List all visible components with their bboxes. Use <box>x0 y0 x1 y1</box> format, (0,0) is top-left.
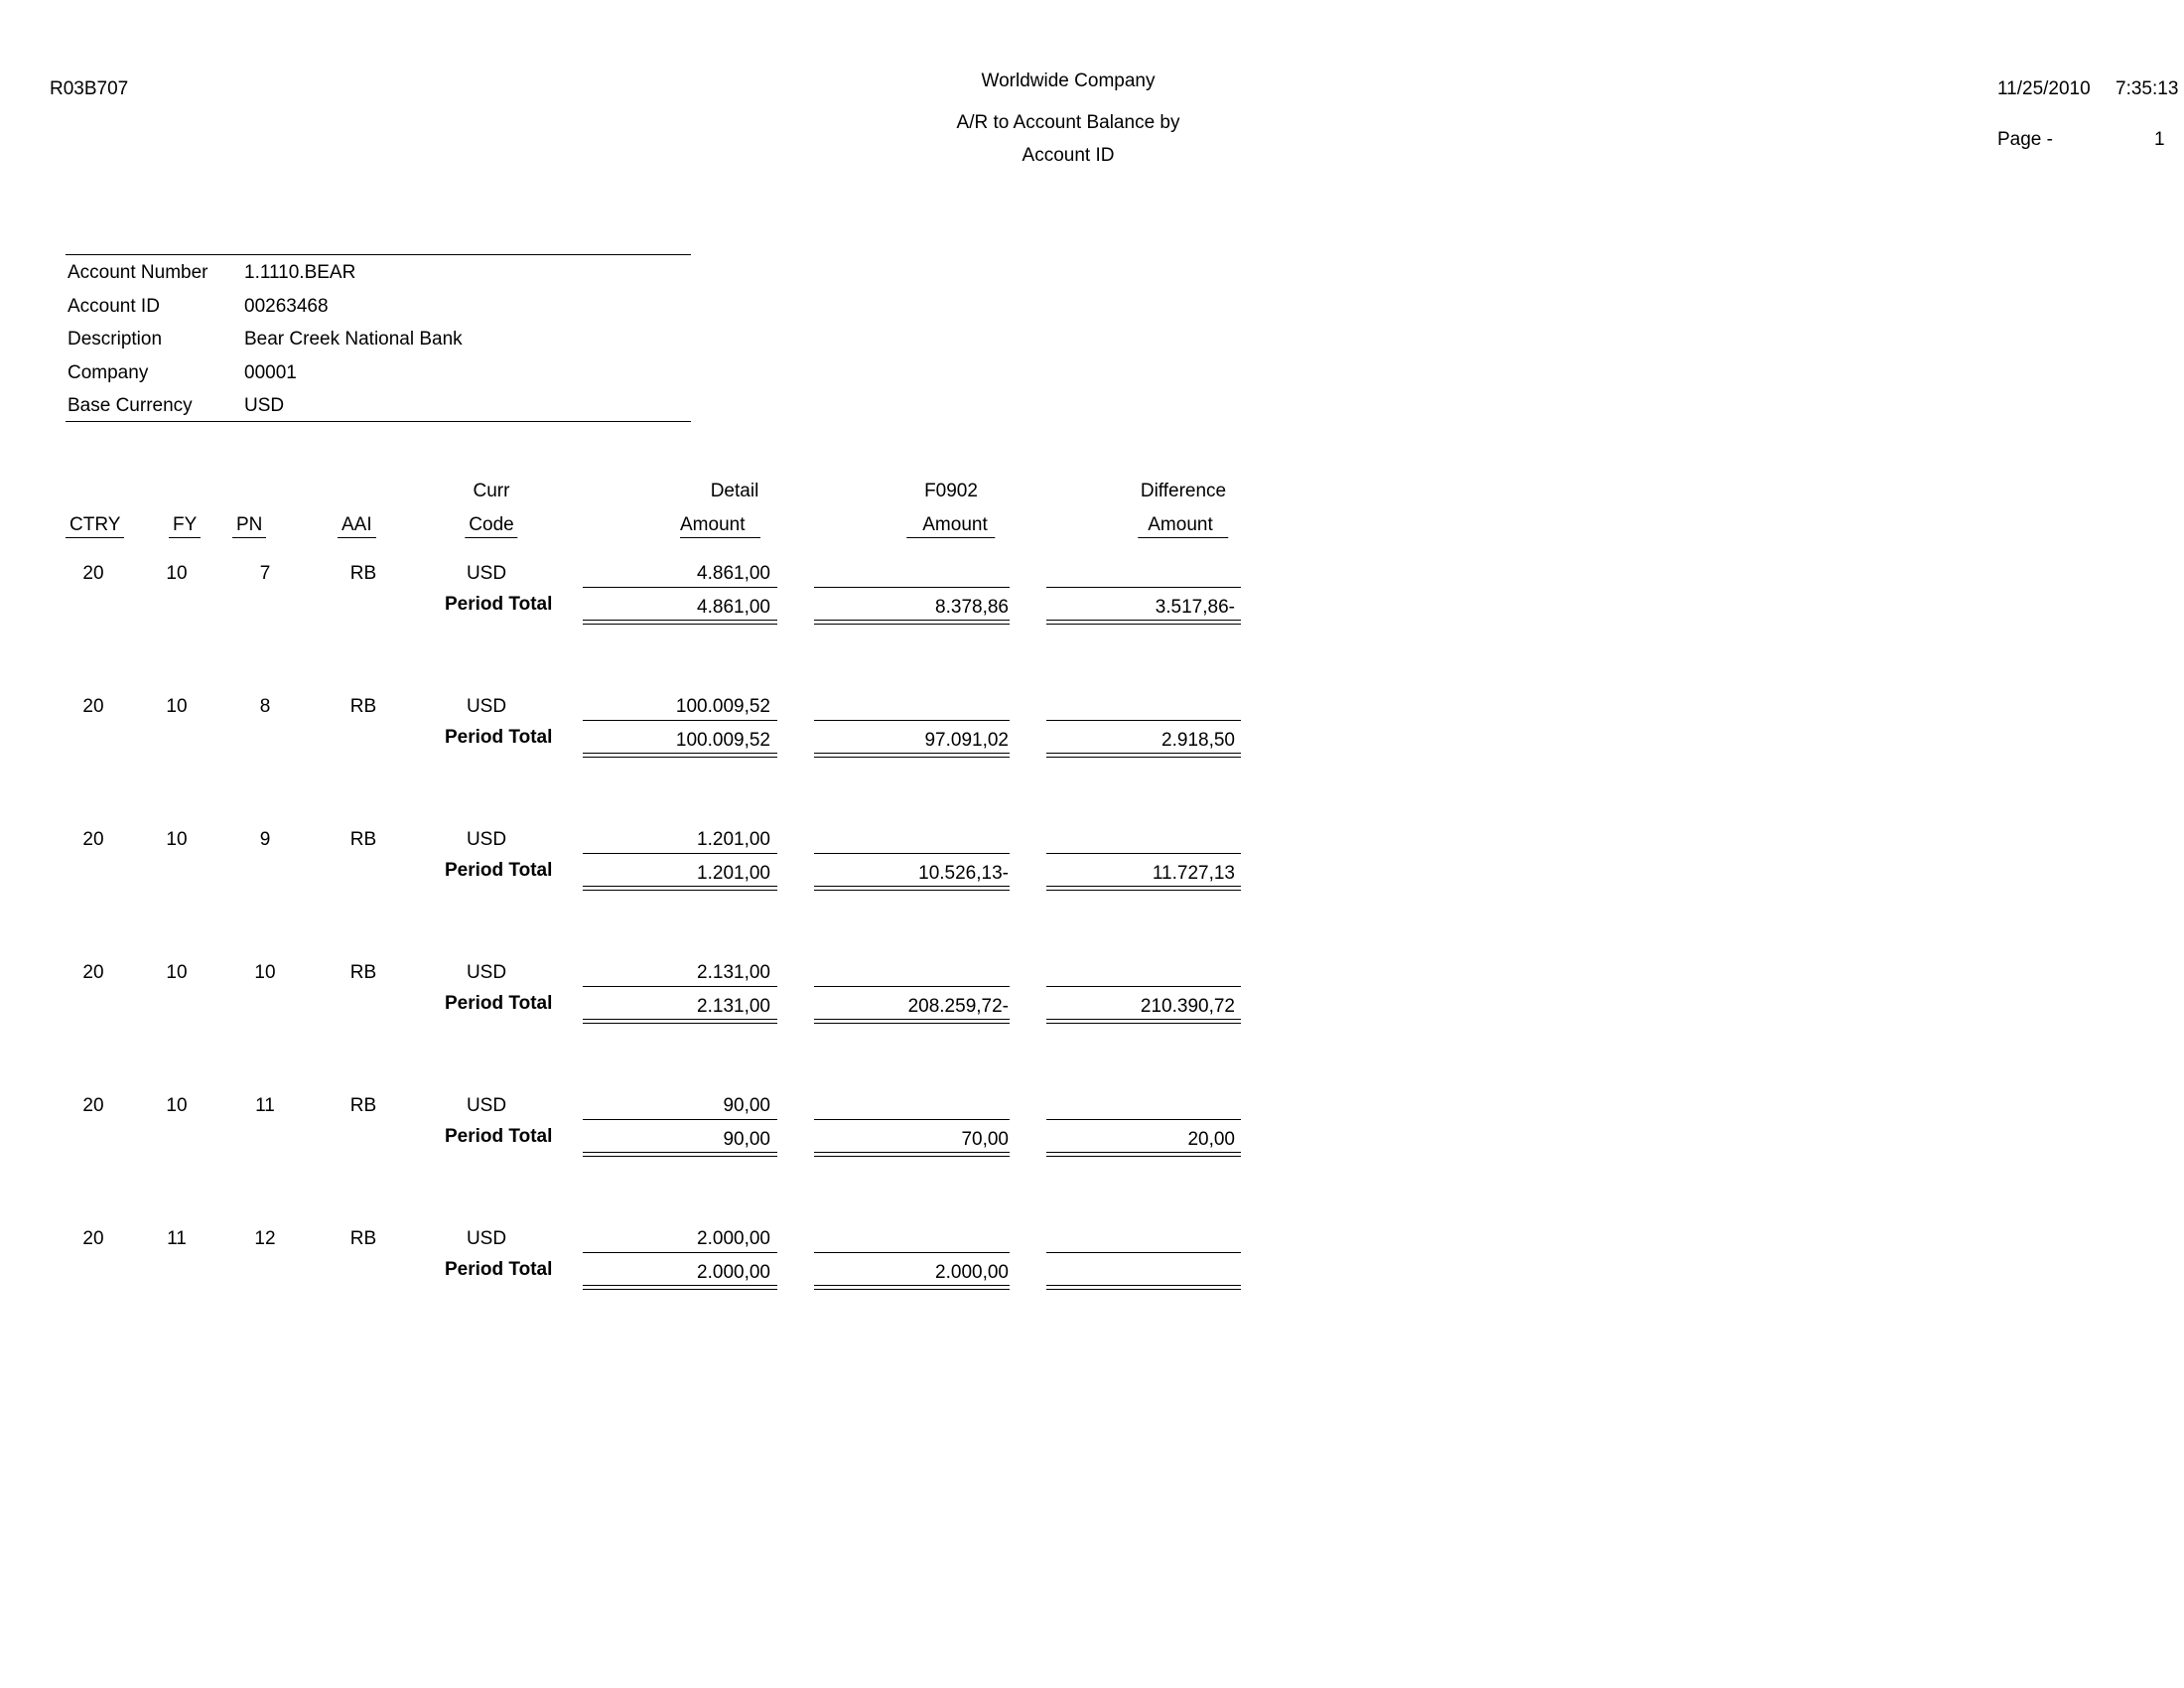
cell-aai: RB <box>349 962 377 983</box>
cell-fy: 11 <box>167 1228 187 1249</box>
cell-pn: 8 <box>259 696 271 717</box>
total-double-underline <box>1046 1285 1241 1290</box>
detail-underline <box>814 1252 1010 1253</box>
cell-curr: USD <box>466 1228 507 1249</box>
total-detail-amount: 2.000,00 <box>697 1262 770 1283</box>
cell-curr: USD <box>466 696 507 717</box>
total-f0902-amount: 70,00 <box>961 1129 1009 1150</box>
account-field-value: USD <box>244 395 285 416</box>
cell-fy: 10 <box>166 829 188 850</box>
total-detail-amount: 100.009,52 <box>675 730 770 751</box>
account-block-top-rule <box>66 254 691 255</box>
col-header-f0902-top: F0902 <box>924 481 978 501</box>
account-block-bottom-rule <box>66 421 691 422</box>
detail-underline <box>814 1119 1010 1120</box>
col-header-pn: PN <box>232 514 266 536</box>
total-f0902-amount: 97.091,02 <box>924 730 1009 751</box>
total-double-underline <box>583 1152 777 1157</box>
cell-ctry: 20 <box>82 1095 104 1116</box>
cell-ctry: 20 <box>82 1228 104 1249</box>
detail-underline <box>814 853 1010 854</box>
cell-ctry: 20 <box>82 696 104 717</box>
cell-detail-amount: 90,00 <box>723 1095 770 1116</box>
total-double-underline <box>1046 753 1241 758</box>
col-header-f0902-bottom: Amount <box>906 514 995 536</box>
detail-underline <box>1046 720 1241 721</box>
total-difference-amount: 2.918,50 <box>1161 730 1235 751</box>
period-total-label: Period Total <box>445 1259 553 1280</box>
report-title-line2: Account ID <box>1022 145 1115 166</box>
total-double-underline <box>814 886 1010 891</box>
total-detail-amount: 2.131,00 <box>697 996 770 1017</box>
cell-detail-amount: 1.201,00 <box>697 829 770 850</box>
cell-fy: 10 <box>166 1095 188 1116</box>
company-name: Worldwide Company <box>981 70 1156 91</box>
page-number: 1 <box>2154 129 2165 150</box>
total-difference-amount: 20,00 <box>1187 1129 1235 1150</box>
total-f0902-amount: 2.000,00 <box>935 1262 1009 1283</box>
total-difference-amount: 11.727,13 <box>1152 863 1235 884</box>
period-total-label: Period Total <box>445 993 553 1014</box>
period-total-label: Period Total <box>445 727 553 748</box>
account-field-value: Bear Creek National Bank <box>244 329 463 350</box>
cell-ctry: 20 <box>82 563 104 584</box>
total-double-underline <box>583 886 777 891</box>
col-header-curr-bottom: Code <box>465 514 517 536</box>
col-header-aai: AAI <box>338 514 376 536</box>
total-f0902-amount: 208.259,72- <box>907 996 1009 1017</box>
col-header-detail-top: Detail <box>710 481 759 501</box>
total-detail-amount: 90,00 <box>723 1129 770 1150</box>
account-field-value: 00001 <box>244 361 297 383</box>
total-double-underline <box>1046 1152 1241 1157</box>
detail-underline <box>1046 1252 1241 1253</box>
total-double-underline <box>1046 620 1241 625</box>
cell-pn: 12 <box>254 1228 276 1249</box>
cell-curr: USD <box>466 829 507 850</box>
cell-aai: RB <box>349 1095 377 1116</box>
report-id: R03B707 <box>50 78 129 99</box>
cell-pn: 10 <box>254 962 276 983</box>
total-detail-amount: 1.201,00 <box>697 863 770 884</box>
total-difference-amount: 210.390,72 <box>1140 996 1235 1017</box>
report-time: 7:35:13 <box>2116 78 2179 99</box>
col-header-fy: FY <box>169 514 201 536</box>
cell-pn: 9 <box>259 829 271 850</box>
cell-detail-amount: 2.000,00 <box>697 1228 770 1249</box>
total-detail-amount: 4.861,00 <box>697 597 770 618</box>
total-double-underline <box>814 620 1010 625</box>
total-f0902-amount: 8.378,86 <box>935 597 1009 618</box>
detail-underline <box>1046 587 1241 588</box>
total-double-underline <box>583 753 777 758</box>
cell-fy: 10 <box>166 962 188 983</box>
cell-ctry: 20 <box>82 829 104 850</box>
total-f0902-amount: 10.526,13- <box>918 863 1009 884</box>
cell-fy: 10 <box>166 696 188 717</box>
cell-detail-amount: 4.861,00 <box>697 563 770 584</box>
cell-aai: RB <box>349 1228 377 1249</box>
detail-underline <box>583 986 777 987</box>
cell-aai: RB <box>349 829 377 850</box>
total-double-underline <box>814 1285 1010 1290</box>
detail-underline <box>583 587 777 588</box>
detail-underline <box>1046 853 1241 854</box>
page-label: Page - <box>1997 129 2053 150</box>
period-total-label: Period Total <box>445 1126 553 1147</box>
cell-aai: RB <box>349 563 377 584</box>
account-field-label: Base Currency <box>68 395 193 416</box>
cell-detail-amount: 2.131,00 <box>697 962 770 983</box>
total-double-underline <box>814 1152 1010 1157</box>
cell-curr: USD <box>466 962 507 983</box>
detail-underline <box>1046 986 1241 987</box>
cell-pn: 11 <box>255 1095 275 1116</box>
report-title-line1: A/R to Account Balance by <box>956 112 1180 133</box>
account-field-label: Account Number <box>68 262 208 283</box>
detail-underline <box>583 1119 777 1120</box>
detail-underline <box>814 986 1010 987</box>
col-header-diff-bottom: Amount <box>1138 514 1228 536</box>
cell-ctry: 20 <box>82 962 104 983</box>
total-double-underline <box>583 1285 777 1290</box>
total-double-underline <box>814 753 1010 758</box>
detail-underline <box>583 853 777 854</box>
period-total-label: Period Total <box>445 594 553 615</box>
detail-underline <box>814 720 1010 721</box>
total-double-underline <box>1046 886 1241 891</box>
account-field-label: Account ID <box>68 295 160 317</box>
account-field-label: Company <box>68 361 149 383</box>
cell-aai: RB <box>349 696 377 717</box>
total-difference-amount: 3.517,86- <box>1155 597 1235 618</box>
col-header-detail-bottom: Amount <box>680 514 760 536</box>
total-double-underline <box>1046 1019 1241 1024</box>
cell-fy: 10 <box>166 563 188 584</box>
cell-detail-amount: 100.009,52 <box>675 696 770 717</box>
account-field-value: 00263468 <box>244 295 329 317</box>
detail-underline <box>583 720 777 721</box>
account-field-value: 1.1110.BEAR <box>244 262 356 283</box>
total-double-underline <box>583 620 777 625</box>
col-header-curr-top: Curr <box>473 481 510 501</box>
col-header-ctry: CTRY <box>66 514 124 536</box>
col-header-diff-top: Difference <box>1140 481 1227 501</box>
detail-underline <box>1046 1119 1241 1120</box>
period-total-label: Period Total <box>445 860 553 881</box>
cell-pn: 7 <box>259 563 271 584</box>
account-field-label: Description <box>68 329 163 350</box>
cell-curr: USD <box>466 563 507 584</box>
report-date: 11/25/2010 <box>1997 78 2091 99</box>
detail-underline <box>583 1252 777 1253</box>
total-double-underline <box>583 1019 777 1024</box>
total-double-underline <box>814 1019 1010 1024</box>
detail-underline <box>814 587 1010 588</box>
cell-curr: USD <box>466 1095 507 1116</box>
